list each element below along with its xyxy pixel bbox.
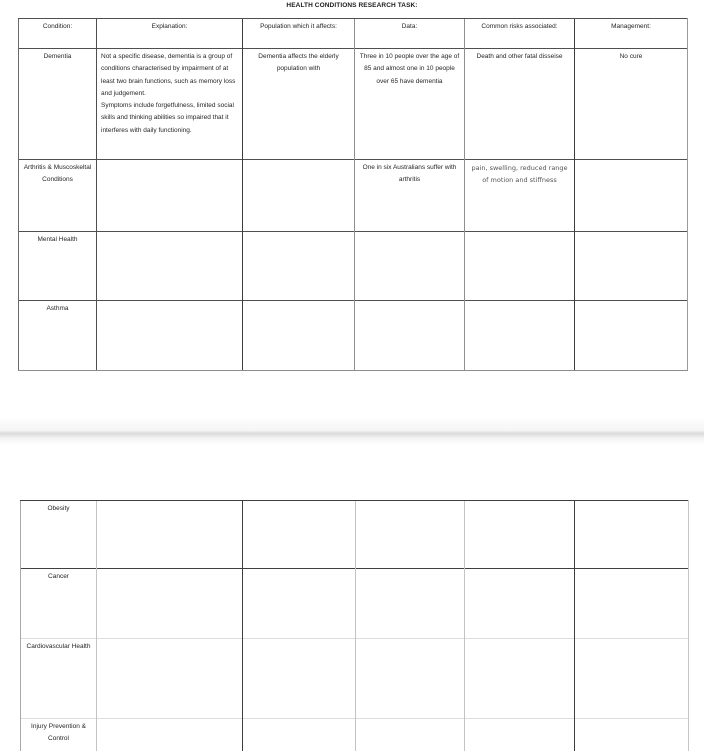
cell-population-arthritis[interactable] — [243, 160, 355, 232]
cell-explanation-dementia[interactable] — [97, 49, 243, 160]
cell-explanation-mental-health[interactable] — [97, 232, 243, 301]
health-conditions-table-page1 — [18, 18, 688, 371]
header-common-risks[interactable]: Common risks associated: — [465, 19, 575, 49]
header-management[interactable]: Management: — [575, 19, 688, 49]
cell-risks-mental-health[interactable] — [465, 232, 575, 301]
explanation-paragraph-1: Not a specific disease, dementia is a group of conditions characterised by impairment of at least two brain functions, such as memory loss and judgement. — [101, 53, 236, 97]
cell-population-mental-health[interactable] — [243, 232, 355, 301]
row-cardiovascular-health — [21, 639, 689, 719]
row-cancer — [21, 569, 689, 639]
header-data[interactable]: Data: — [355, 19, 465, 49]
row-dementia — [19, 49, 688, 160]
cell-condition-cancer[interactable]: Cancer — [21, 569, 97, 639]
cell-risks-cancer[interactable] — [465, 569, 575, 639]
cell-condition-dementia[interactable]: Dementia — [19, 49, 97, 160]
cell-management-obesity[interactable] — [575, 501, 689, 569]
row-obesity — [21, 501, 689, 569]
cell-data-dementia[interactable]: Three in 10 people over the age of 85 and almost one in 10 people over 65 have dementia — [355, 49, 465, 160]
cell-management-asthma[interactable] — [575, 301, 688, 371]
explanation-paragraph-2: Symptoms include forgetfulness, limited social skills and thinking abilities so impaired that it interferes with daily functioning. — [101, 102, 234, 134]
row-arthritis — [19, 160, 688, 232]
cell-explanation-asthma[interactable] — [97, 301, 243, 371]
cell-explanation-obesity[interactable] — [97, 501, 243, 569]
cell-risks-obesity[interactable] — [465, 501, 575, 569]
header-row — [19, 19, 688, 49]
cell-management-cardiovascular[interactable] — [575, 639, 689, 719]
cell-data-arthritis[interactable]: One in six Australians suffer with arthritis — [355, 160, 465, 232]
row-asthma — [19, 301, 688, 371]
cell-data-cardiovascular[interactable] — [356, 639, 465, 719]
cell-management-arthritis[interactable] — [575, 160, 688, 232]
cell-explanation-arthritis[interactable] — [97, 160, 243, 232]
cell-explanation-cancer[interactable] — [97, 569, 243, 639]
cell-risks-dementia[interactable]: Death and other fatal disseise — [465, 49, 575, 160]
cell-condition-mental-health[interactable]: Mental Health — [19, 232, 97, 301]
cell-condition-obesity[interactable]: Obesity — [21, 501, 97, 569]
cell-management-dementia[interactable]: No cure — [575, 49, 688, 160]
cell-explanation-injury-prevention[interactable] — [97, 719, 243, 751]
cell-population-dementia[interactable]: Dementia affects the elderly population with — [243, 49, 355, 160]
header-explanation[interactable]: Explanation: — [97, 19, 243, 49]
header-condition[interactable]: Condition: — [19, 19, 97, 49]
row-mental-health — [19, 232, 688, 301]
cell-management-mental-health[interactable] — [575, 232, 688, 301]
cell-data-injury-prevention[interactable] — [356, 719, 465, 751]
cell-population-cancer[interactable] — [243, 569, 356, 639]
cell-population-asthma[interactable] — [243, 301, 355, 371]
cell-risks-asthma[interactable] — [465, 301, 575, 371]
cell-condition-asthma[interactable]: Asthma — [19, 301, 97, 371]
health-conditions-table-page2 — [20, 500, 689, 751]
cell-condition-arthritis[interactable]: Arthritis & Muscoskeltal Conditions — [19, 160, 97, 232]
cell-data-asthma[interactable] — [355, 301, 465, 371]
cell-risks-injury-prevention[interactable] — [465, 719, 575, 751]
cell-data-mental-health[interactable] — [355, 232, 465, 301]
cell-population-cardiovascular[interactable] — [243, 639, 356, 719]
cell-population-injury-prevention[interactable] — [243, 719, 356, 751]
cell-risks-cardiovascular[interactable] — [465, 639, 575, 719]
cell-risks-arthritis[interactable]: pain, swelling, reduced range of motion and stiffness — [465, 160, 575, 232]
cell-data-obesity[interactable] — [356, 501, 465, 569]
page-break-gap — [0, 416, 704, 446]
cell-data-cancer[interactable] — [356, 569, 465, 639]
header-population[interactable]: Population which it affects: — [243, 19, 355, 49]
document-title: HEALTH CONDITIONS RESEARCH TASK: — [286, 2, 418, 9]
cell-management-injury-prevention[interactable] — [575, 719, 689, 751]
cell-population-obesity[interactable] — [243, 501, 356, 569]
row-injury-prevention — [21, 719, 689, 751]
cell-condition-cardiovascular[interactable]: Cardiovascular Health — [21, 639, 97, 719]
cell-management-cancer[interactable] — [575, 569, 689, 639]
cell-explanation-cardiovascular[interactable] — [97, 639, 243, 719]
cell-condition-injury-prevention[interactable]: Injury Prevention & Control — [21, 719, 97, 751]
